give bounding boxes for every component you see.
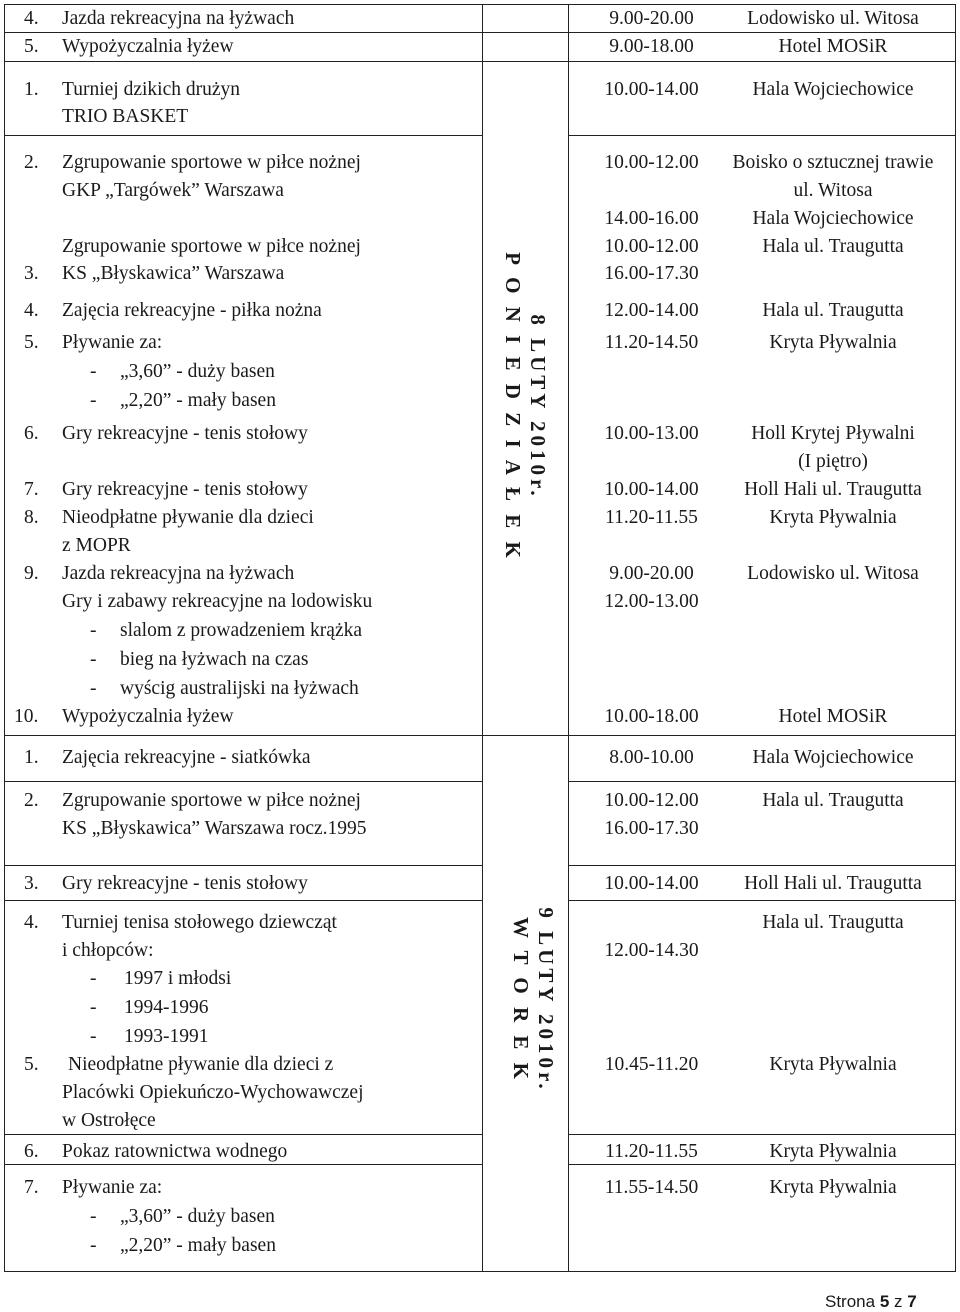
event-text: „3,60” - duży basen — [120, 361, 275, 382]
row-divider — [4, 32, 955, 33]
column-divider-event — [482, 4, 483, 1272]
footer-separator: z — [894, 1292, 903, 1311]
time-text: 12.00-14.00 — [604, 300, 699, 321]
row-number: 4. — [24, 912, 39, 933]
place-text: Hala ul. Traugutta — [762, 912, 904, 933]
time-text: 11.55-14.50 — [604, 1177, 699, 1198]
place-text: Hala Wojciechowice — [752, 747, 914, 768]
section-divider — [4, 735, 955, 736]
time-text: 9.00-20.00 — [609, 563, 694, 584]
place-text: Hotel MOSiR — [778, 36, 888, 57]
time-text: 16.00-17.30 — [604, 818, 699, 839]
time-text: 10.00-12.00 — [604, 152, 699, 173]
time-text: 14.00-16.00 — [604, 208, 699, 229]
place-text: Holl Hali ul. Traugutta — [744, 873, 922, 894]
row-divider — [568, 135, 955, 136]
bullet-dash: - — [90, 1026, 97, 1047]
event-text: Placówki Opiekuńczo-Wychowawczej — [62, 1082, 364, 1103]
row-number: 2. — [24, 790, 39, 811]
row-number: 5. — [24, 36, 39, 57]
row-divider — [568, 1164, 955, 1165]
event-text: Wypożyczalnia łyżew — [62, 706, 234, 727]
event-text: slalom z prowadzeniem krążka — [120, 620, 363, 641]
event-text: Jazda rekreacyjna na łyżwach — [62, 8, 295, 29]
place-text: Holl Krytej Pływalni — [751, 423, 915, 444]
event-text: Pływanie za: — [62, 332, 163, 353]
row-divider — [4, 865, 482, 866]
event-text: Pokaz ratownictwa wodnego — [62, 1141, 288, 1162]
event-text: Pływanie za: — [62, 1177, 163, 1198]
time-text: 10.00-14.00 — [604, 479, 699, 500]
time-text: 11.20-11.55 — [605, 1141, 698, 1162]
table-border-right — [955, 4, 956, 1272]
bullet-dash: - — [90, 1235, 97, 1256]
event-text: Gry rekreacyjne - tenis stołowy — [62, 423, 308, 444]
event-text: TRIO BASKET — [62, 106, 189, 127]
bullet-dash: - — [90, 678, 97, 699]
place-text: Lodowisko ul. Witosa — [747, 563, 919, 584]
table-border-left — [4, 4, 5, 1272]
tuesday-day-label — [508, 907, 558, 1092]
place-text: Hala Wojciechowice — [752, 208, 914, 229]
row-divider — [568, 865, 955, 866]
event-text: Gry rekreacyjne - tenis stołowy — [62, 873, 308, 894]
event-text: „3,60” - duży basen — [120, 1206, 275, 1227]
event-text: KS „Błyskawica” Warszawa rocz.1995 — [62, 818, 367, 839]
time-text: 10.45-11.20 — [604, 1054, 699, 1075]
row-number: 7. — [24, 1177, 39, 1198]
place-text: Hala ul. Traugutta — [762, 300, 904, 321]
footer-page-total: 7 — [907, 1292, 917, 1311]
time-text: 10.00-13.00 — [604, 423, 699, 444]
event-text: 1997 i młodsi — [124, 968, 232, 989]
row-number: 9. — [24, 563, 39, 584]
place-text: Holl Hali ul. Traugutta — [744, 479, 922, 500]
event-text: 1994-1996 — [124, 997, 209, 1018]
event-text: Jazda rekreacyjna na łyżwach — [62, 563, 295, 584]
event-text: Turniej dzikich drużyn — [62, 79, 241, 100]
event-text: i chłopców: — [62, 940, 154, 961]
monday-date: 8 LUTY 2010r. — [526, 314, 551, 500]
bullet-dash: - — [90, 620, 97, 641]
table-border-top — [4, 4, 955, 5]
row-divider — [4, 781, 482, 782]
row-number: 10. — [14, 706, 39, 727]
event-text: wyścig australijski na łyżwach — [120, 678, 359, 699]
place-text: Hotel MOSiR — [778, 706, 888, 727]
event-text: „2,20” - mały basen — [120, 1235, 276, 1256]
column-divider-day — [568, 4, 569, 1272]
place-text: Kryta Pływalnia — [769, 332, 897, 353]
time-text: 9.00-20.00 — [609, 8, 694, 29]
event-text: Nieodpłatne pływanie dla dzieci — [62, 507, 314, 528]
row-number: 5. — [24, 332, 39, 353]
tuesday-weekday: W T O R E K — [509, 917, 533, 1083]
event-text: KS „Błyskawica” Warszawa — [62, 263, 285, 284]
event-text: Zgrupowanie sportowe w piłce nożnej — [62, 790, 361, 811]
event-text: Zajęcia rekreacyjne - siatkówka — [62, 747, 311, 768]
time-text: 11.20-14.50 — [604, 332, 699, 353]
row-divider — [4, 900, 482, 901]
row-number: 1. — [24, 747, 39, 768]
place-text: Hala ul. Traugutta — [762, 790, 904, 811]
footer-label: Strona — [825, 1292, 876, 1311]
table-border-bottom — [4, 1271, 955, 1272]
time-text: 16.00-17.30 — [604, 263, 699, 284]
time-text: 8.00-10.00 — [609, 747, 694, 768]
footer-page-number: 5 — [879, 1292, 890, 1311]
place-text: (I piętro) — [798, 451, 868, 472]
place-text: Kryta Pływalnia — [769, 1054, 897, 1075]
event-text: Turniej tenisa stołowego dziewcząt — [62, 912, 337, 933]
place-text: Lodowisko ul. Witosa — [747, 8, 919, 29]
monday-weekday: P O N I E D Z I A Ł E K — [501, 252, 525, 562]
row-divider — [568, 781, 955, 782]
time-text: 10.00-14.00 — [604, 79, 699, 100]
event-text: bieg na łyżwach na czas — [120, 649, 309, 670]
event-text: Wypożyczalnia łyżew — [62, 36, 234, 57]
time-text: 12.00-14.30 — [604, 940, 699, 961]
bullet-dash: - — [90, 361, 97, 382]
row-divider — [4, 135, 482, 136]
place-text: Hala ul. Traugutta — [762, 236, 904, 257]
row-number: 6. — [24, 423, 39, 444]
bullet-dash: - — [90, 1206, 97, 1227]
page-footer — [825, 1293, 917, 1310]
event-text: z MOPR — [62, 535, 131, 556]
row-number: 4. — [24, 300, 39, 321]
row-divider — [4, 61, 955, 62]
place-text: Kryta Pływalnia — [769, 507, 897, 528]
event-text: Gry i zabawy rekreacyjne na lodowisku — [62, 591, 373, 612]
event-text: „2,20” - mały basen — [120, 390, 276, 411]
bullet-dash: - — [90, 390, 97, 411]
place-text: Kryta Pływalnia — [769, 1177, 897, 1198]
event-text: Zajęcia rekreacyjne - piłka nożna — [62, 300, 322, 321]
event-text: Gry rekreacyjne - tenis stołowy — [62, 479, 308, 500]
row-divider — [568, 1134, 955, 1135]
place-text: Boisko o sztucznej trawie — [732, 152, 934, 173]
row-divider — [4, 1164, 482, 1165]
event-text: GKP „Targówek” Warszawa — [62, 180, 284, 201]
tuesday-date: 9 LUTY 2010r. — [534, 907, 559, 1093]
time-text: 10.00-12.00 — [604, 790, 699, 811]
place-text: ul. Witosa — [793, 180, 873, 201]
time-text: 10.00-14.00 — [604, 873, 699, 894]
row-number: 2. — [24, 152, 39, 173]
event-text: w Ostrołęce — [62, 1110, 156, 1131]
place-text: Kryta Pływalnia — [769, 1141, 897, 1162]
row-number: 3. — [24, 873, 39, 894]
event-text: Nieodpłatne pływanie dla dzieci z — [68, 1054, 334, 1075]
row-number: 1. — [24, 79, 39, 100]
monday-day-label — [500, 252, 550, 562]
time-text: 10.00-12.00 — [604, 236, 699, 257]
place-text: Hala Wojciechowice — [752, 79, 914, 100]
event-text: 1993-1991 — [124, 1026, 209, 1047]
row-number: 7. — [24, 479, 39, 500]
row-number: 3. — [24, 263, 39, 284]
row-number: 5. — [24, 1054, 39, 1075]
row-number: 6. — [24, 1141, 39, 1162]
bullet-dash: - — [90, 649, 97, 670]
time-text: 9.00-18.00 — [609, 36, 694, 57]
bullet-dash: - — [90, 997, 97, 1018]
row-divider — [568, 900, 955, 901]
time-text: 11.20-11.55 — [605, 507, 698, 528]
event-text: Zgrupowanie sportowe w piłce nożnej — [62, 152, 361, 173]
row-divider — [4, 1134, 482, 1135]
row-number: 4. — [24, 8, 39, 29]
bullet-dash: - — [90, 968, 97, 989]
event-text: Zgrupowanie sportowe w piłce nożnej — [62, 236, 361, 257]
time-text: 10.00-18.00 — [604, 706, 699, 727]
row-number: 8. — [24, 507, 39, 528]
time-text: 12.00-13.00 — [604, 591, 699, 612]
